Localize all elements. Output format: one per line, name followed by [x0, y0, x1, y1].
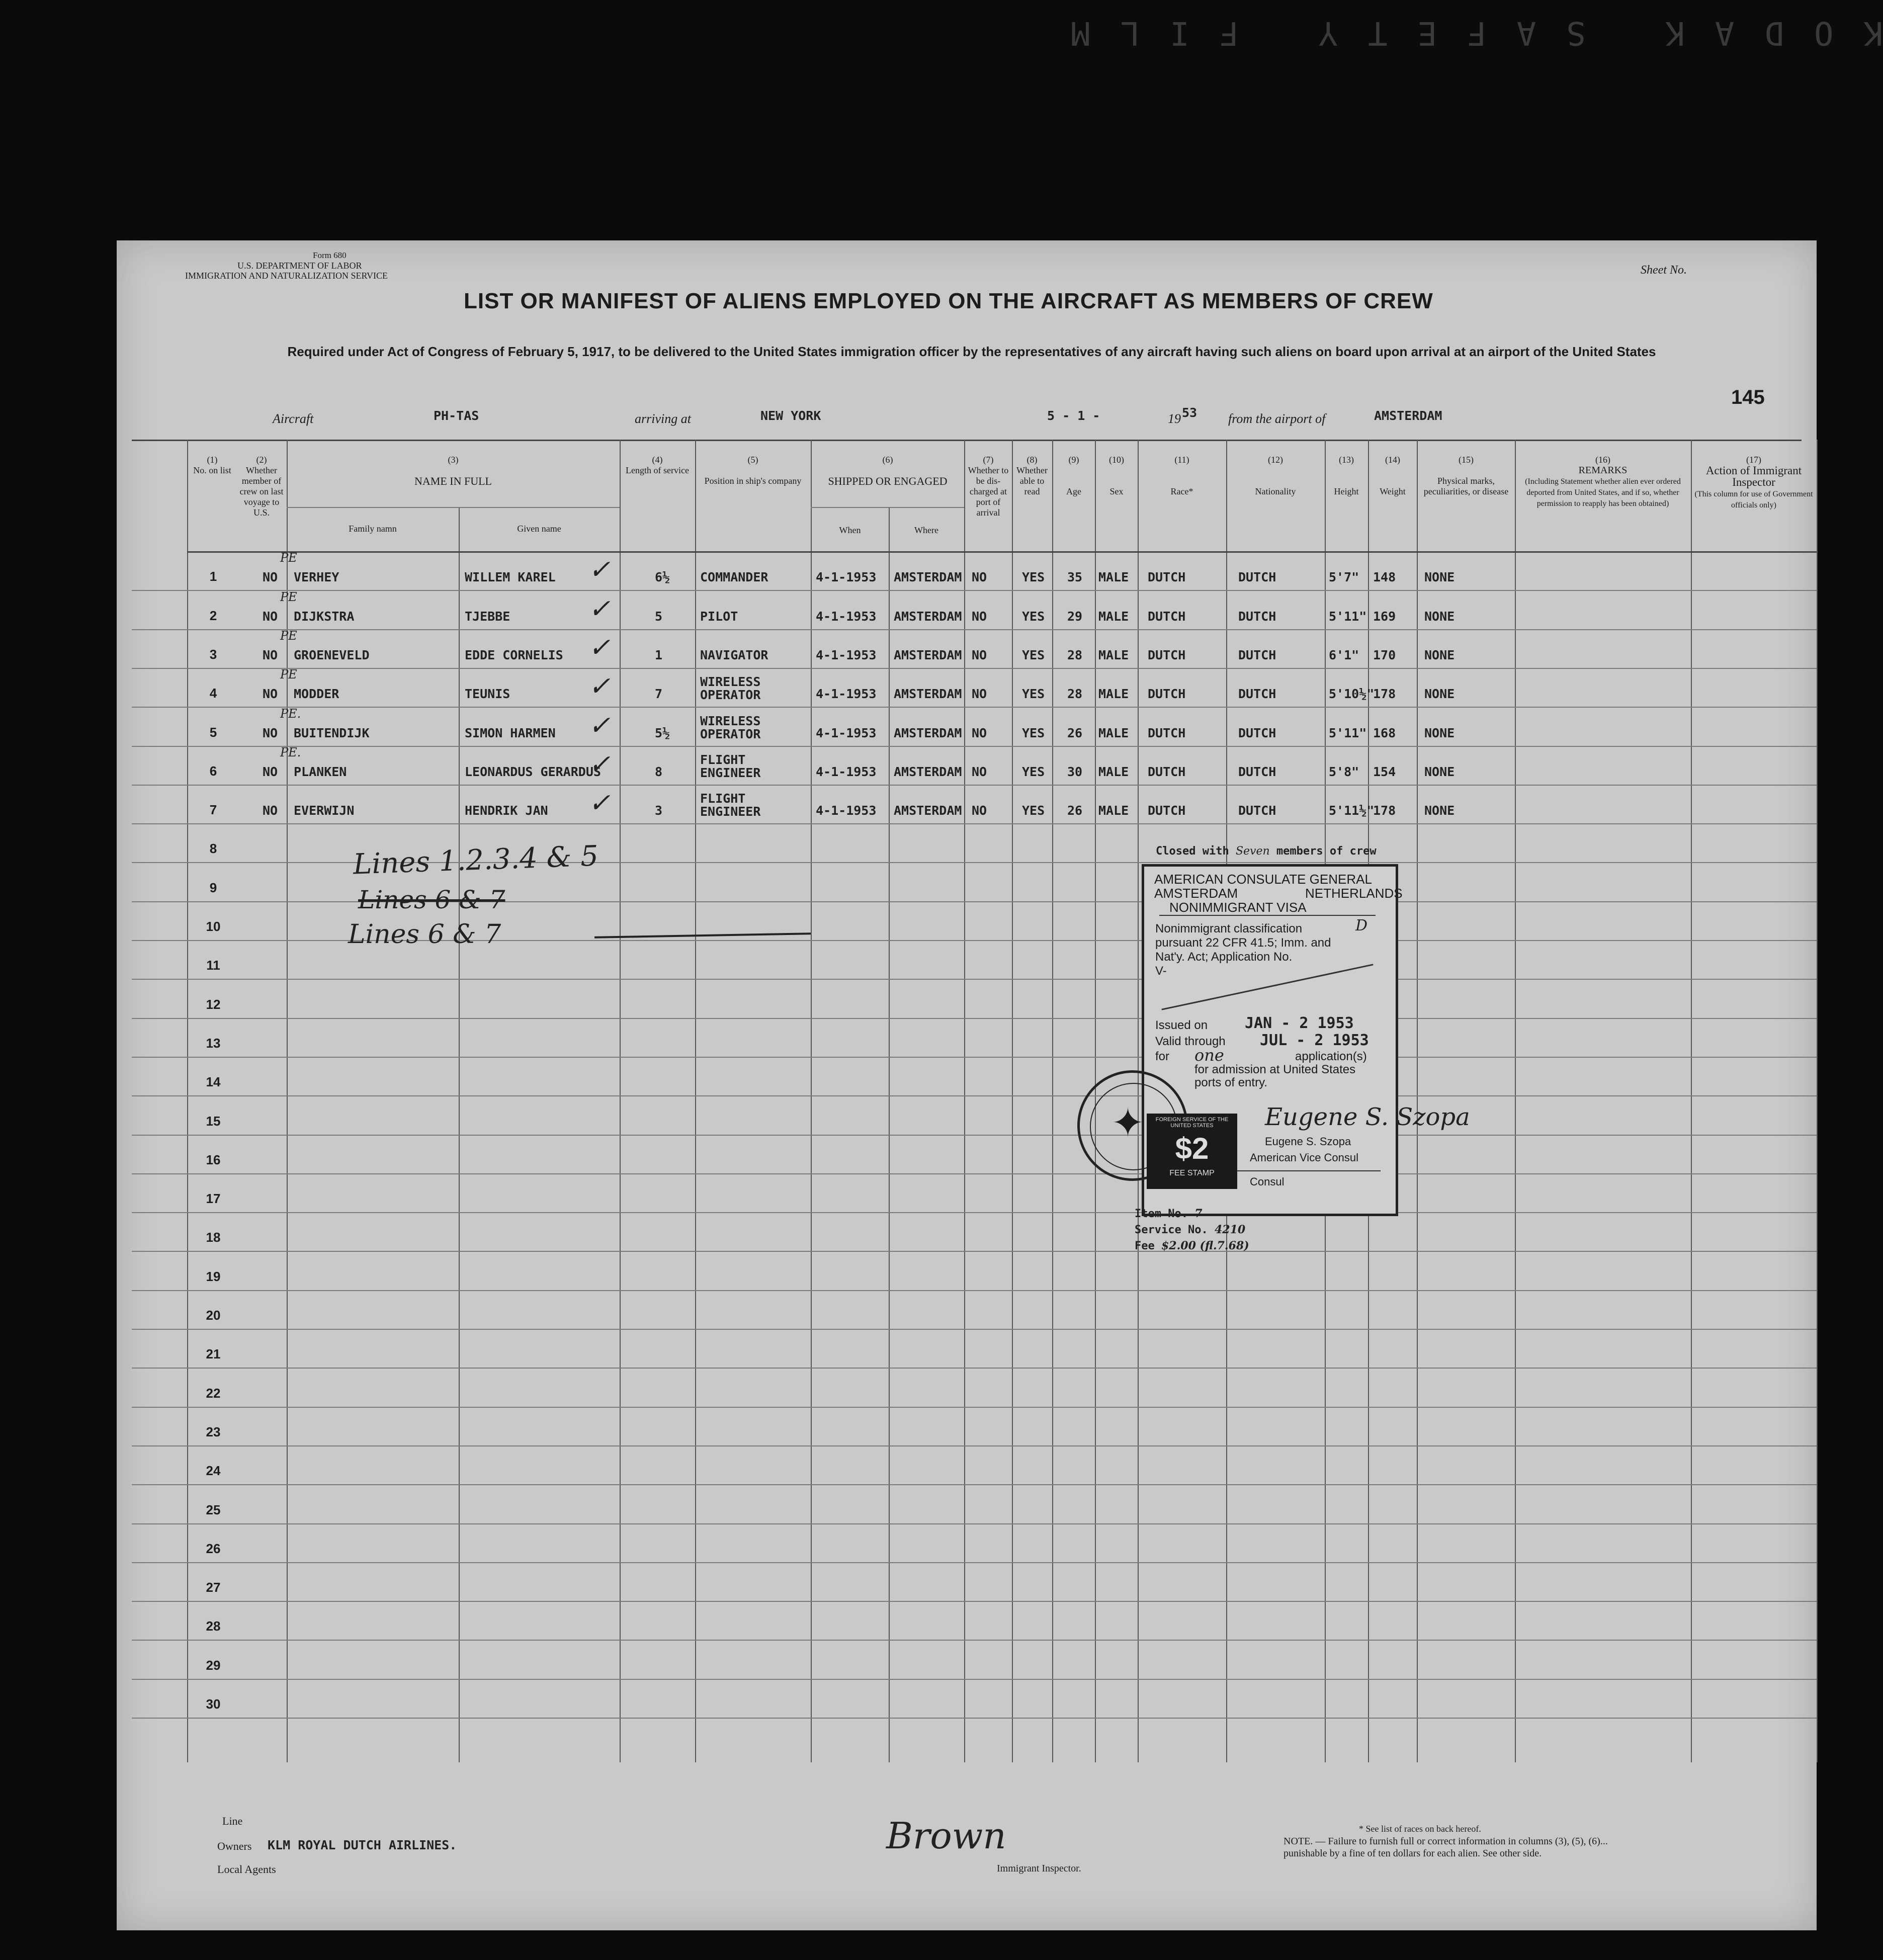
row-number: 7 [209, 802, 217, 818]
row-number: 5 [209, 724, 217, 740]
row-number: 26 [206, 1541, 221, 1556]
item-number: Item No. 7 [1135, 1207, 1203, 1220]
arrival-date: 5 - 1 - [1047, 408, 1100, 423]
row-number: 6 [209, 763, 217, 779]
pen-stroke [594, 932, 811, 939]
age-cell: 28 [1067, 647, 1083, 662]
row-line [132, 1251, 1817, 1252]
nationality-cell: DUTCH [1238, 725, 1276, 740]
position-cell: FLIGHT ENGINEER [700, 752, 761, 780]
race-cell: DUTCH [1148, 647, 1186, 662]
weight-cell: 169 [1373, 609, 1396, 624]
last-voyage-cell: NO [263, 764, 278, 779]
last-voyage-cell: NO [263, 725, 278, 740]
checkmark-icon: ✓ [588, 593, 611, 624]
pe-annotation: PE. [280, 706, 301, 721]
row-number: 13 [206, 1035, 221, 1051]
height-cell: 5'11" [1329, 609, 1367, 624]
physical-marks-cell: NONE [1424, 570, 1455, 585]
row-line [132, 1368, 1817, 1369]
physical-marks-cell: NONE [1424, 647, 1455, 662]
given-name-cell: HENDRIK JAN [465, 803, 548, 818]
sex-cell: MALE [1098, 647, 1129, 662]
given-name-cell: SIMON HARMEN [465, 725, 556, 740]
owners-label: Owners [217, 1840, 252, 1852]
col16-header: (16) REMARKS (Including Statement whether alien ever ordered deported from United States, and if so, whether permission to reapply has been obtained) [1525, 455, 1681, 508]
arriving-label: arriving at [635, 411, 691, 426]
shipped-where-cell: AMSTERDAM [894, 764, 962, 779]
last-voyage-cell: NO [263, 609, 278, 624]
form-number: Form 680 [313, 250, 347, 260]
handwritten-line8: Lines 1.2.3.4 & 5 [353, 839, 599, 881]
able-to-read-cell: YES [1022, 687, 1045, 702]
col10-header: (10) Sex [1109, 455, 1124, 496]
pe-annotation: PE [280, 667, 297, 682]
sex-cell: MALE [1098, 764, 1129, 779]
given-name-cell: WILLEM KAREL [465, 570, 556, 585]
row-line [132, 1523, 1817, 1524]
col8-header: (8) Whether able to read [1016, 455, 1048, 496]
col1-header: (1) No. on list [193, 455, 231, 475]
shipped-where-cell: AMSTERDAM [894, 687, 962, 702]
pe-annotation: PE [280, 551, 297, 565]
row-number: 2 [209, 608, 217, 623]
family-name-cell: GROENEVELD [294, 647, 370, 662]
weight-cell: 178 [1373, 687, 1396, 702]
service-length-cell: 1 [655, 647, 663, 662]
col15-header: (15) Physical marks, peculiarities, or disease [1423, 455, 1509, 496]
last-voyage-cell: NO [263, 687, 278, 702]
row-number: 22 [206, 1385, 221, 1401]
page-subtitle: Required under Act of Congress of February 5, 1917, to be delivered to the United States immigration officer by the representatives of any aircraft having such aliens on board upon arrival at an airport of the United States [287, 344, 1656, 359]
row-number: 20 [206, 1308, 221, 1323]
pe-annotation: PE. [280, 745, 301, 759]
row-number: 16 [206, 1152, 221, 1167]
line-label: Line [222, 1815, 243, 1827]
given-name-cell: TEUNIS [465, 687, 510, 702]
from-label: from the airport of [1228, 411, 1326, 426]
nationality-cell: DUTCH [1238, 803, 1276, 818]
height-cell: 5'11" [1329, 725, 1367, 740]
shipped-where-cell: AMSTERDAM [894, 570, 962, 585]
row-line [132, 590, 1817, 591]
race-cell: DUTCH [1148, 687, 1186, 702]
service-length-cell: 6½ [655, 570, 670, 585]
shipped-when-cell: 4-1-1953 [816, 570, 877, 585]
film-edge-text: KODAK SAFETY FILM [1040, 14, 1883, 51]
service-length-cell: 8 [655, 764, 663, 779]
race-cell: DUTCH [1148, 570, 1186, 585]
races-note: * See list of races on back hereof. [1359, 1824, 1481, 1834]
shipped-where-cell: AMSTERDAM [894, 725, 962, 740]
col6-where-header: Where [914, 525, 938, 535]
row-number: 21 [206, 1346, 221, 1362]
row-number: 18 [206, 1230, 221, 1245]
able-to-read-cell: YES [1022, 764, 1045, 779]
shipped-when-cell: 4-1-1953 [816, 687, 877, 702]
row-number: 25 [206, 1502, 221, 1517]
failure-note-2: punishable by a fine of ten dollars for each alien. See other side. [1283, 1848, 1542, 1859]
row-number: 11 [206, 958, 220, 973]
age-cell: 30 [1067, 764, 1083, 779]
row-number: 29 [206, 1657, 221, 1673]
row-line [132, 1562, 1817, 1563]
row-number: 10 [206, 919, 221, 934]
weight-cell: 170 [1373, 647, 1396, 662]
checkmark-icon: ✓ [588, 710, 611, 741]
physical-marks-cell: NONE [1424, 609, 1455, 624]
nationality-cell: DUTCH [1238, 687, 1276, 702]
shipped-where-cell: AMSTERDAM [894, 609, 962, 624]
position-cell: COMMANDER [700, 570, 768, 585]
col5-header: (5) Position in ship's company [704, 455, 802, 486]
position-cell: PILOT [700, 609, 738, 624]
row-line [132, 785, 1817, 786]
last-voyage-cell: NO [263, 803, 278, 818]
col6-when-header: When [839, 525, 861, 535]
age-cell: 26 [1067, 803, 1083, 818]
sex-cell: MALE [1098, 725, 1129, 740]
service-number: Service No. 4210 [1135, 1223, 1246, 1236]
nationality-cell: DUTCH [1238, 609, 1276, 624]
pe-annotation: PE [280, 628, 297, 643]
row-line [132, 823, 1817, 824]
handwritten-line9: Lines 6 & 7 [358, 885, 505, 914]
sex-cell: MALE [1098, 570, 1129, 585]
race-cell: DUTCH [1148, 725, 1186, 740]
aircraft-value: PH-TAS [434, 408, 479, 423]
weight-cell: 154 [1373, 764, 1396, 779]
given-name-cell: TJEBBE [465, 609, 510, 624]
race-cell: DUTCH [1148, 609, 1186, 624]
service-length-cell: 5 [655, 609, 663, 624]
discharged-cell: NO [972, 725, 987, 740]
row-number: 19 [206, 1268, 221, 1284]
col3-given-header: Given name [517, 524, 561, 534]
row-number: 30 [206, 1696, 221, 1712]
col2-header: (2) Whether member of crew on last voyage to U.S. [239, 455, 284, 518]
row-line [132, 1484, 1817, 1485]
physical-marks-cell: NONE [1424, 803, 1455, 818]
col13-header: (13) Height [1334, 455, 1359, 496]
col7-header: (7) Whether to be dis-charged at port of arrival [968, 455, 1009, 518]
checkmark-icon: ✓ [588, 671, 611, 702]
row-line [132, 746, 1817, 747]
checkmark-icon: ✓ [588, 749, 611, 780]
col4-header: (4) Length of service [626, 455, 689, 475]
department: U.S. DEPARTMENT OF LABOR [237, 261, 362, 271]
handwritten-line10: Lines 6 & 7 [348, 919, 501, 950]
race-cell: DUTCH [1148, 764, 1186, 779]
row-number: 17 [206, 1191, 221, 1207]
family-name-cell: PLANKEN [294, 764, 347, 779]
family-name-cell: VERHEY [294, 570, 339, 585]
shipped-when-cell: 4-1-1953 [816, 764, 877, 779]
height-cell: 5'7" [1329, 570, 1359, 585]
weight-cell: 178 [1373, 803, 1396, 818]
able-to-read-cell: YES [1022, 570, 1045, 585]
family-name-cell: EVERWIJN [294, 803, 355, 818]
shipped-when-cell: 4-1-1953 [816, 647, 877, 662]
nationality-cell: DUTCH [1238, 647, 1276, 662]
age-cell: 29 [1067, 609, 1083, 624]
position-cell: WIRELESS OPERATOR [700, 674, 761, 703]
able-to-read-cell: YES [1022, 803, 1045, 818]
col14-header: (14) Weight [1380, 455, 1406, 496]
sex-cell: MALE [1098, 803, 1129, 818]
age-cell: 26 [1067, 725, 1083, 740]
physical-marks-cell: NONE [1424, 725, 1455, 740]
col12-header: (12) Nationality [1255, 455, 1296, 496]
able-to-read-cell: YES [1022, 647, 1045, 662]
row-number: 3 [209, 646, 217, 662]
discharged-cell: NO [972, 687, 987, 702]
height-cell: 5'8" [1329, 764, 1359, 779]
physical-marks-cell: NONE [1424, 687, 1455, 702]
col9-header: (9) Age [1066, 455, 1081, 496]
row-line [132, 1135, 1817, 1136]
page-title: LIST OR MANIFEST OF ALIENS EMPLOYED ON THE AIRCRAFT AS MEMBERS OF CREW [464, 289, 1433, 313]
service-length-cell: 5½ [655, 725, 670, 740]
sex-cell: MALE [1098, 609, 1129, 624]
fee-stamp: FOREIGN SERVICE OF THE UNITED STATES $2 FEE STAMP [1147, 1114, 1237, 1189]
age-cell: 35 [1067, 570, 1083, 585]
nationality-cell: DUTCH [1238, 764, 1276, 779]
checkmark-icon: ✓ [588, 788, 611, 819]
row-number: 24 [206, 1463, 221, 1479]
height-cell: 5'11½" [1329, 803, 1375, 818]
row-line [132, 629, 1817, 630]
row-line [132, 1018, 1817, 1019]
service-length-cell: 7 [655, 687, 663, 702]
col3-header: (3) NAME IN FULL [414, 455, 492, 487]
row-number: 14 [206, 1074, 221, 1090]
checkmark-icon: ✓ [588, 632, 611, 663]
height-cell: 6'1" [1329, 647, 1359, 662]
page-number: 145 [1731, 386, 1765, 408]
fee: Fee $2.00 (fl.7.68) [1135, 1239, 1249, 1252]
owners-value: KLM ROYAL DUTCH AIRLINES. [268, 1838, 457, 1852]
age-cell: 28 [1067, 687, 1083, 702]
row-number: 28 [206, 1618, 221, 1634]
row-line [132, 1640, 1817, 1641]
row-line [132, 1601, 1817, 1602]
consul-signature: Eugene S. Szopa [1265, 1103, 1470, 1131]
eagle-icon: ✦ [1111, 1101, 1145, 1146]
service-length-cell: 3 [655, 803, 663, 818]
shipped-where-cell: AMSTERDAM [894, 803, 962, 818]
sheet-label: Sheet No. [1641, 264, 1687, 277]
sex-cell: MALE [1098, 687, 1129, 702]
family-name-cell: MODDER [294, 687, 339, 702]
service-name: IMMIGRATION AND NATURALIZATION SERVICE [185, 271, 388, 281]
row-line [132, 1290, 1817, 1291]
inspector-signature: Brown [886, 1815, 1006, 1857]
row-number: 12 [206, 996, 221, 1012]
arrival-year: 53 [1182, 405, 1197, 420]
weight-cell: 148 [1373, 570, 1396, 585]
physical-marks-cell: NONE [1424, 764, 1455, 779]
position-cell: NAVIGATOR [700, 647, 768, 662]
closed-note: Closed with Seven members of crew [1156, 845, 1377, 858]
pe-annotation: PE [280, 589, 297, 604]
local-agents-label: Local Agents [217, 1863, 276, 1876]
nationality-cell: DUTCH [1238, 570, 1276, 585]
row-number: 15 [206, 1113, 221, 1129]
shipped-where-cell: AMSTERDAM [894, 647, 962, 662]
row-line [132, 1095, 1817, 1096]
row-line [132, 1445, 1817, 1446]
row-line [132, 1407, 1817, 1408]
family-name-cell: DIJKSTRA [294, 609, 355, 624]
row-line [132, 1212, 1817, 1213]
manifest-sheet [117, 240, 1817, 1930]
from-value: AMSTERDAM [1374, 408, 1442, 423]
row-number: 27 [206, 1580, 221, 1595]
shipped-when-cell: 4-1-1953 [816, 725, 877, 740]
year-prefix: 19 [1168, 411, 1181, 426]
row-line [132, 1329, 1817, 1330]
row-line [132, 1057, 1817, 1058]
aircraft-label: Aircraft [273, 411, 314, 426]
row-line [132, 979, 1817, 980]
shipped-when-cell: 4-1-1953 [816, 609, 877, 624]
row-number: 4 [209, 686, 217, 701]
able-to-read-cell: YES [1022, 725, 1045, 740]
position-cell: WIRELESS OPERATOR [700, 713, 761, 741]
col17-header: (17) Action of Immigrant Inspector (This column for use of Government officials only) [1694, 455, 1813, 509]
given-name-cell: EDDE CORNELIS [465, 647, 563, 662]
col11-header: (11) Race* [1170, 455, 1193, 496]
shipped-when-cell: 4-1-1953 [816, 803, 877, 818]
race-cell: DUTCH [1148, 803, 1186, 818]
able-to-read-cell: YES [1022, 609, 1045, 624]
row-number: 9 [209, 880, 217, 895]
row-line [132, 1718, 1817, 1719]
discharged-cell: NO [972, 647, 987, 662]
checkmark-icon: ✓ [588, 555, 611, 585]
arriving-value: NEW YORK [760, 408, 821, 423]
discharged-cell: NO [972, 764, 987, 779]
row-line [132, 1679, 1817, 1680]
weight-cell: 168 [1373, 725, 1396, 740]
discharged-cell: NO [972, 570, 987, 585]
row-number: 23 [206, 1424, 221, 1439]
col6-header: (6) SHIPPED OR ENGAGED [828, 455, 948, 487]
col3-family-header: Family namn [349, 524, 397, 534]
position-cell: FLIGHT ENGINEER [700, 791, 761, 819]
row-number: 1 [209, 569, 217, 584]
row-line [132, 668, 1817, 669]
row-line [132, 707, 1817, 708]
inspector-label: Immigrant Inspector. [997, 1863, 1081, 1874]
row-number: 8 [209, 841, 217, 857]
last-voyage-cell: NO [263, 570, 278, 585]
failure-note: NOTE. — Failure to furnish full or correct information in columns (3), (5), (6)... [1283, 1836, 1608, 1847]
height-cell: 5'10½" [1329, 687, 1375, 702]
last-voyage-cell: NO [263, 647, 278, 662]
row-line [132, 1173, 1817, 1174]
discharged-cell: NO [972, 609, 987, 624]
visa-stamp: AMERICAN CONSULATE GENERAL AMSTERDAM NETHERLANDS NONIMMIGRANT VISA Nonimmigrant classification D pursuant 22 CFR 41.5; Imm. and Nat'y. Act; Application No. V- Issued on JAN - 2 1953 Valid through JUL - 2 1953 for one application(s) for admission at United States ports of entry. Eugene S. Szopa Eugene S. Szopa American Vice Consul Consul [1142, 864, 1398, 1216]
family-name-cell: BUITENDIJK [294, 725, 370, 740]
discharged-cell: NO [972, 803, 987, 818]
given-name-cell: LEONARDUS GERARDUS [465, 764, 601, 779]
